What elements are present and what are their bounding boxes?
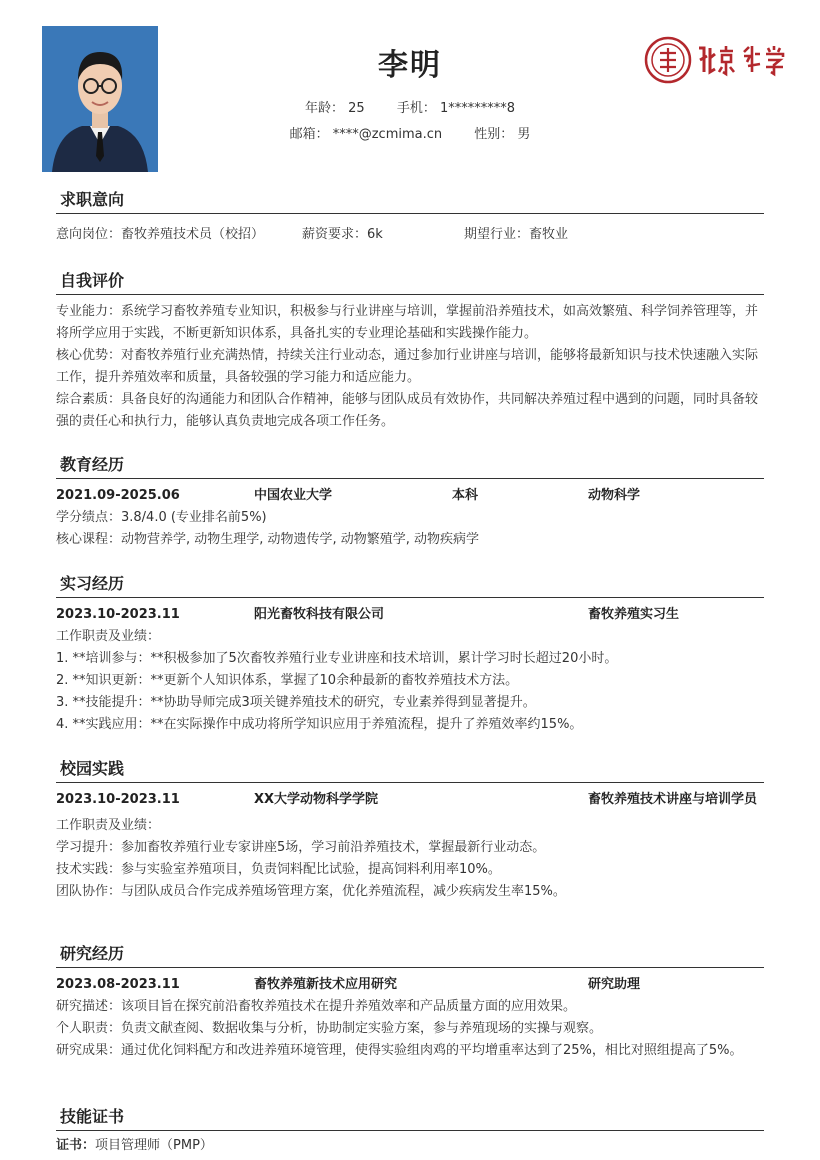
section-title: 实习经历 xyxy=(56,571,764,598)
edu-major: 动物科学 xyxy=(588,488,641,503)
list-item: 4. **实践应用：**在实际操作中成功将所学知识应用于养殖流程，提升了养殖效率约15%。 xyxy=(56,717,583,732)
section-research xyxy=(56,941,764,1062)
info-row-2 xyxy=(0,123,820,142)
section-job-intention xyxy=(56,187,764,246)
job-row xyxy=(56,224,764,246)
section-internship xyxy=(56,571,764,736)
section-title: 校园实践 xyxy=(56,756,764,783)
edu-date: 2021.09-2025.06 xyxy=(56,488,180,503)
info-row-1 xyxy=(0,97,820,116)
self-paragraph: 综合素质：具备良好的沟通能力和团队合作精神，能够与团队成员有效协作，共同解决养殖过程中遇到的问题，同时具备较强的责任心和执行力，能够认真负责地完成各项工作任务。 xyxy=(56,392,759,429)
section-title: 自我评价 xyxy=(56,268,764,295)
list-item: 2. **知识更新：**更新个人知识体系，掌握了10余种最新的畜牧养殖技术方法。 xyxy=(56,673,519,688)
campus-role: 畜牧养殖技术讲座与培训学员 xyxy=(588,792,758,807)
university-logo xyxy=(644,36,794,84)
edu-courses: 核心课程：动物营养学, 动物生理学, 动物遗传学, 动物繁殖学, 动物疾病学 xyxy=(56,532,480,547)
list-item: 学习提升：参加畜牧养殖行业专家讲座5场，学习前沿养殖技术，掌握最新行业动态。 xyxy=(56,840,546,855)
research-duty: 个人职责：负责文献查阅、数据收集与分析，协助制定实验方案，参与养殖现场的实操与观察。 xyxy=(56,1021,603,1036)
research-header-row xyxy=(56,974,764,996)
section-education xyxy=(56,452,764,551)
cert-value: 项目管理师（PMP） xyxy=(95,1138,213,1153)
job-industry: 期望行业：畜牧业 xyxy=(464,227,569,242)
email: 邮箱： ****@zcmima.cn xyxy=(289,127,443,142)
research-desc: 研究描述：该项目旨在探究前沿畜牧养殖技术在提升养殖效率和产品质量方面的应用效果。 xyxy=(56,999,577,1014)
section-self-evaluation xyxy=(56,268,764,433)
research-project: 畜牧养殖新技术应用研究 xyxy=(254,977,398,992)
edu-header-row xyxy=(56,485,764,507)
job-salary: 薪资要求：6k xyxy=(302,227,383,242)
research-role: 研究助理 xyxy=(588,977,641,992)
self-paragraph: 专业能力：系统学习畜牧养殖专业知识，积极参与行业讲座与培训，掌握前沿养殖技术，如高效繁殖、科学饲养管理等，并将所学应用于实践，不断更新知识体系，具备扎实的专业理论基础和实践操作能力。 xyxy=(56,304,759,341)
cert-label: 证书： xyxy=(56,1138,96,1153)
section-skills xyxy=(56,1104,764,1157)
age: 年龄： 25 xyxy=(304,101,365,116)
section-title: 求职意向 xyxy=(56,187,764,214)
section-title: 教育经历 xyxy=(56,452,764,479)
campus-duty-label: 工作职责及业绩： xyxy=(56,818,161,833)
job-position: 意向岗位：畜牧养殖技术员（校招） xyxy=(56,227,265,242)
edu-gpa: 学分绩点：3.8/4.0 (专业排名前5%) xyxy=(56,510,267,525)
section-title: 研究经历 xyxy=(56,941,764,968)
campus-date: 2023.10-2023.11 xyxy=(56,792,180,807)
gender: 性别： 男 xyxy=(474,127,531,142)
section-title: 技能证书 xyxy=(56,1104,764,1131)
intern-header-row xyxy=(56,604,764,626)
research-date: 2023.08-2023.11 xyxy=(56,977,180,992)
intern-date: 2023.10-2023.11 xyxy=(56,607,180,622)
self-paragraph: 核心优势：对畜牧养殖行业充满热情，持续关注行业动态，通过参加行业讲座与培训，能够将最新知识与技术快速融入实际工作，提升养殖效率和质量，具备较强的学习能力和适应能力。 xyxy=(56,348,759,385)
campus-header-row xyxy=(56,789,764,811)
intern-duty-label: 工作职责及业绩： xyxy=(56,629,161,644)
section-campus-practice xyxy=(56,756,764,903)
list-item: 1. **培训参与：**积极参加了5次畜牧养殖行业专业讲座和技术培训，累计学习时长超过20小时。 xyxy=(56,651,618,666)
research-result: 研究成果：通过优化饲料配方和改进养殖环境管理，使得实验组肉鸡的平均增重率达到了25%，相比对照组提高了5%。 xyxy=(56,1043,743,1058)
cert-row xyxy=(56,1135,764,1157)
list-item: 3. **技能提升：**协助导师完成3项关键养殖技术的研究，专业素养得到显著提升。 xyxy=(56,695,536,710)
campus-org: XX大学动物科学学院 xyxy=(254,792,379,807)
list-item: 团队协作：与团队成员合作完成养殖场管理方案，优化养殖流程，减少疾病发生率15%。 xyxy=(56,884,566,899)
edu-degree: 本科 xyxy=(452,488,479,503)
intern-role: 畜牧养殖实习生 xyxy=(588,607,680,622)
edu-school: 中国农业大学 xyxy=(254,488,333,503)
list-item: 技术实践：参与实验室养殖项目，负责饲料配比试验，提高饲料利用率10%。 xyxy=(56,862,501,877)
phone: 手机： 1*********8 xyxy=(396,101,515,116)
intern-company: 阳光畜牧科技有限公司 xyxy=(254,607,385,622)
candidate-name: 李明 xyxy=(378,48,442,83)
university-seal-icon xyxy=(644,36,794,84)
